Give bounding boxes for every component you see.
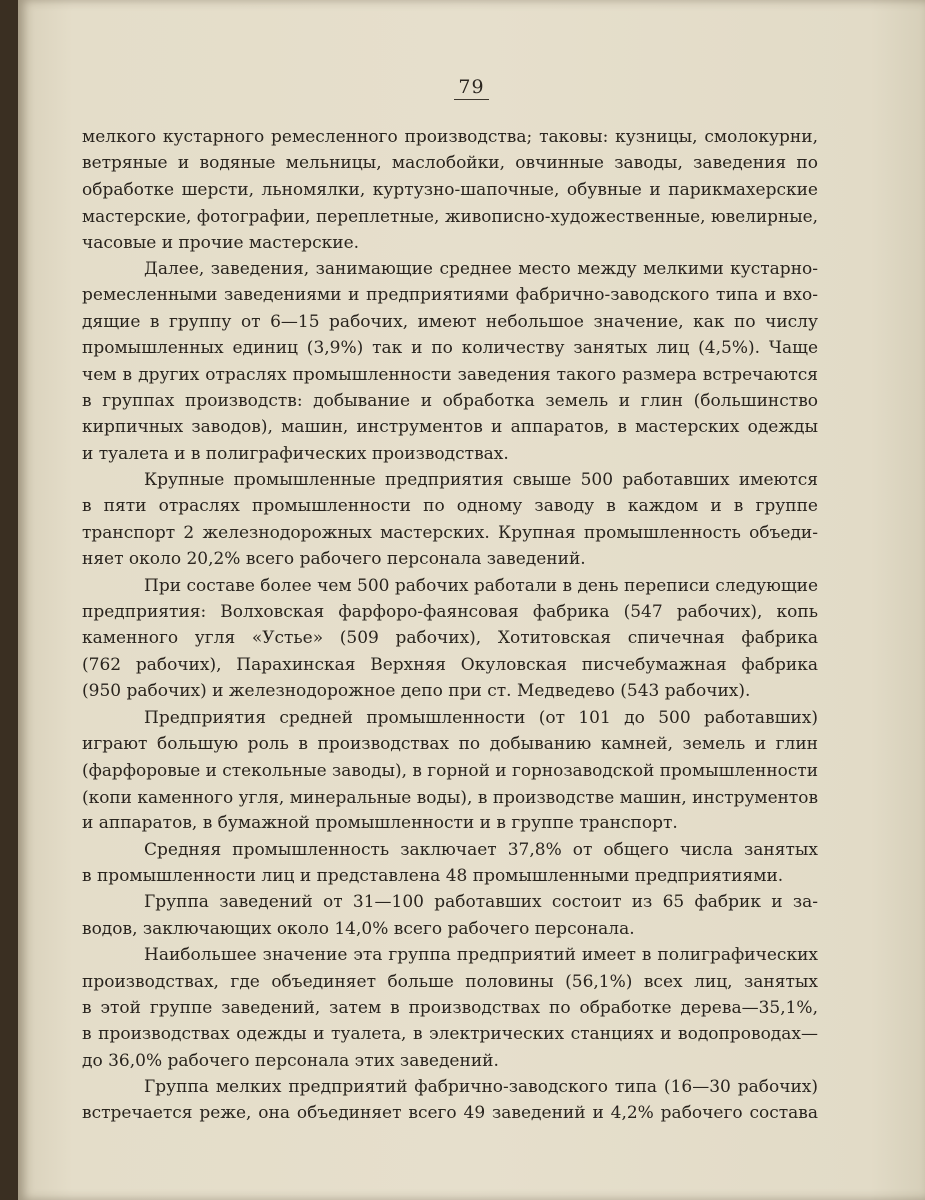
text-line: каменного угля «Устье» (509 рабочих), Хотитовская спичечная фабрика <box>82 628 818 649</box>
text-line: обработке шерсти, льномялки, куртузно-шапочные, обувные и парикмахерские <box>82 179 818 200</box>
text-line: Крупные промышленные предприятия свыше 500 работавших имеются <box>144 470 818 491</box>
text-line: водов, заключающих около 14,0% всего рабочего персонала. <box>82 918 635 939</box>
text-line: в пяти отраслях промышленности по одному заводу в каждом и в группе <box>82 496 818 517</box>
text-line: дящие в группу от 6—15 рабочих, имеют небольшое значение, как по числу <box>82 311 818 332</box>
text-line: Группа мелких предприятий фабрично-заводского типа (16—30 рабочих) <box>144 1077 818 1098</box>
text-line: и туалета и в полиграфических производствах. <box>82 443 509 464</box>
text-line: в промышленности лиц и представлена 48 промышленными предприятиями. <box>82 865 784 886</box>
text-line: кирпичных заводов), машин, инструментов и аппаратов, в мастерских одежды <box>82 417 818 438</box>
text-line: в производствах одежды и туалета, в электрических станциях и водопроводах— <box>82 1024 818 1045</box>
text-line: мастерские, фотографии, переплетные, живописно-художественные, ювелирные, <box>82 206 818 227</box>
text-line: до 36,0% рабочего персонала этих заведений. <box>82 1050 499 1071</box>
text-line: Наибольшее значение эта группа предприятий имеет в полиграфических <box>144 945 818 966</box>
text-line: (копи каменного угля, минеральные воды), в производстве машин, инструментов <box>82 786 818 807</box>
text-line: часовые и прочие мастерские. <box>82 232 360 253</box>
text-line: промышленных единиц (3,9%) так и по количеству занятых лиц (4,5%). Чаще <box>82 338 818 359</box>
text-line: При составе более чем 500 рабочих работали в день переписи следующие <box>144 575 819 596</box>
text-line: и аппаратов, в бумажной промышленности и в группе транспорт. <box>82 813 678 834</box>
text-line: Далее, заведения, занимающие среднее место между мелкими кустарно- <box>144 258 818 279</box>
text-line: Средняя промышленность заключает 37,8% от общего числа занятых <box>144 839 818 860</box>
text-line: производствах, где объединяет больше половины (56,1%) всех лиц, занятых <box>82 971 818 992</box>
text-line: Предприятия средней промышленности (от 101 до 500 работавших) <box>144 707 818 728</box>
text-line: транспорт 2 железнодорожных мастерских. Крупная промышленность объеди- <box>82 522 818 543</box>
text-line: няет около 20,2% всего рабочего персонала заведений. <box>82 549 586 570</box>
text-line: предприятия: Волховская фарфоро-фаянсовая фабрика (547 рабочих), копь <box>82 602 818 623</box>
body-text <box>82 124 818 1127</box>
text-line: в группах производств: добывание и обработка земель и глин (большинство <box>82 390 818 411</box>
text-line: ветряные и водяные мельницы, маслобойки, овчинные заводы, заведения по <box>82 153 818 174</box>
text-line: в этой группе заведений, затем в производствах по обработке дерева—35,1%, <box>82 997 818 1018</box>
text-line: встречается реже, она объединяет всего 49 заведений и 4,2% рабочего состава <box>82 1103 818 1124</box>
text-line: (950 рабочих) и железнодорожное депо при ст. Медведево (543 рабочих). <box>82 681 751 702</box>
text-line: Группа заведений от 31—100 работавших состоит из 65 фабрик и за- <box>144 892 818 913</box>
text-line: играют большую роль в производствах по добыванию камней, земель и глин <box>82 733 818 754</box>
document-page <box>18 0 925 1200</box>
text-line: мелкого кустарного ремесленного производства; таковы: кузницы, смолокурни, <box>82 127 818 147</box>
text-line: (фарфоровые и стекольные заводы), в горной и горнозаводской промышленности <box>82 760 818 781</box>
text-line: ремесленными заведениями и предприятиями фабрично-заводского типа и вхо- <box>82 285 818 306</box>
page-number <box>18 76 925 100</box>
text-line: (762 рабочих), Парахинская Верхняя Окуловская писчебумажная фабрика <box>82 654 818 675</box>
page-number-text: 79 <box>454 76 488 100</box>
text-line: чем в других отраслях промышленности заведения такого размера встречаются <box>82 364 818 385</box>
